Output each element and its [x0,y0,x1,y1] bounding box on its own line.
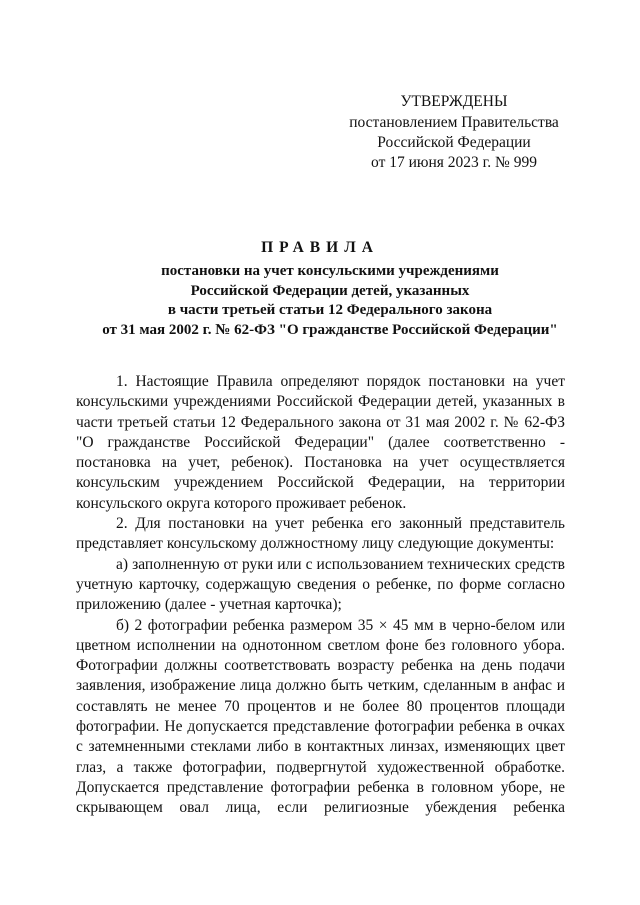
paragraph-2: 2. Для постановки на учет ребенка его законный представитель представляет консульскому должностному лицу следующие документы: [76,515,565,553]
document-subtitle [60,262,600,340]
subtitle-line: постановки на учет консульскими учреждениями [161,263,499,279]
approval-line: от 17 июня 2023 г. № 999 [371,154,537,171]
paragraph-1: 1. Настоящие Правила определяют порядок постановки на учет консульскими учреждениями Российской Федерации детей, указанных в части третьей статьи 12 Федерального закона от 31 мая 2002 г. № 62-ФЗ "О гражданстве Российской Федерации" (далее соответственно - постановка на учет, ребенок). Постановка на учет осуществляется консульским учреждением Российской Федерации, на территории консульского округа которого проживает ребенок. [76,373,565,512]
subtitle-line: в части третьей статьи 12 Федерального закона [167,302,493,318]
paragraph-2b: б) 2 фотографии ребенка размером 35 × 45 мм в черно-белом или цветном исполнении на однотонном светлом фоне без головного убора. Фотографии должны соответствовать возрасту ребенка на день подачи заявления, изображение лица должно быть четким, сделанным в анфас и составлять не менее 70 процентов и не более 80 процентов площади фотографии. Не допускается представление фотографии ребенка в очках с затемненными стеклами либо в контактных линзах, изменяющих цвет глаз, а также фотографии, подвергнутой художественной обработке. Допускается представление фотографии ребенка в головном уборе, не скрывающем овал лица, если религиозные убеждения ребенка [76,616,565,817]
paragraph-2a: а) заполненную от руки или с использованием технических средств учетную карточку, содержащую сведения о ребенке, по форме согласно приложению (далее - учетная карточка); [76,555,565,614]
document-title: ПРАВИЛА [261,239,379,256]
approval-heading: УТВЕРЖДЕНЫ [400,93,508,110]
document-body [76,372,565,819]
subtitle-line: от 31 мая 2002 г. № 62-ФЗ "О гражданстве Российской Федерации" [102,321,558,338]
approval-line: Российской Федерации [377,134,531,151]
approval-block [338,92,570,173]
approval-line: постановлением Правительства [349,114,559,131]
subtitle-line: Российской Федерации детей, указанных [190,282,470,299]
